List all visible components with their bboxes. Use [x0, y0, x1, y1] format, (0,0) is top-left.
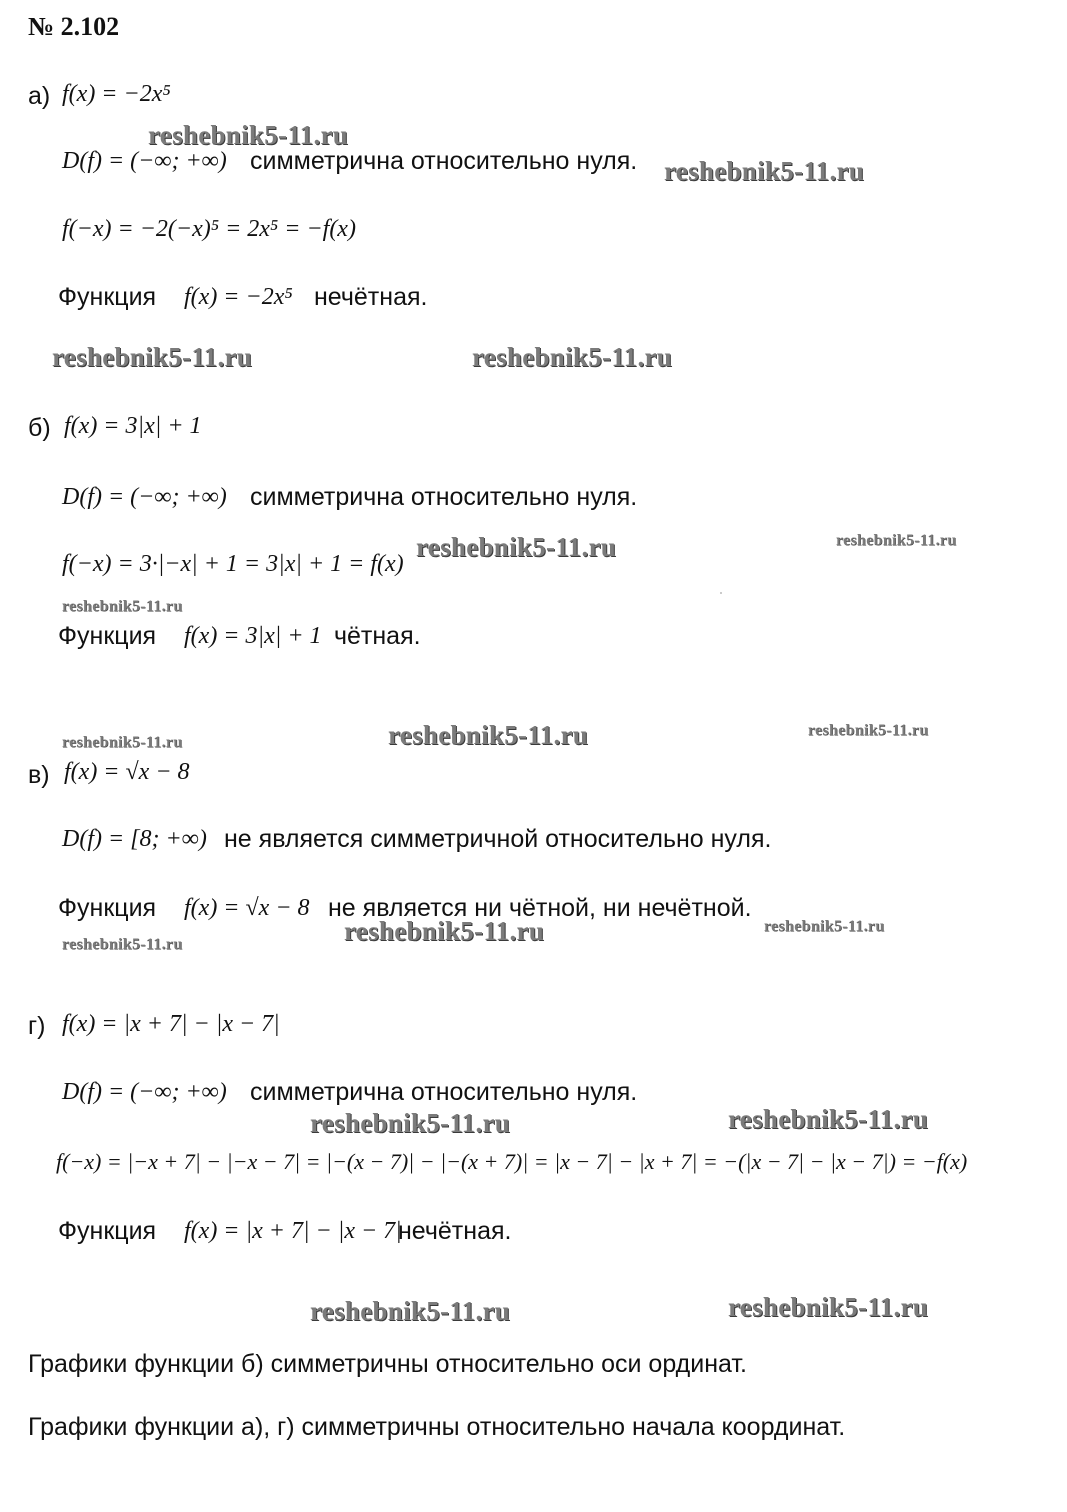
part-a-conclusion-word: Функция: [58, 283, 157, 311]
watermark: reshebnik5-11.ru: [148, 120, 349, 150]
part-b-conclusion-function: f(x) = 3|x| + 1: [184, 623, 322, 649]
part-v-conclusion-function: f(x) = √x − 8: [184, 895, 310, 921]
watermark: reshebnik5-11.ru: [62, 598, 183, 615]
part-g-function: f(x) = |x + 7| − |x − 7|: [62, 1011, 280, 1037]
part-v-function: f(x) = √x − 8: [64, 759, 190, 785]
part-a-calculation: f(−x) = −2(−x)⁵ = 2x⁵ = −f(x): [62, 216, 356, 242]
watermark: reshebnik5-11.ru: [416, 532, 617, 562]
part-v-label: в): [28, 761, 50, 789]
watermark: reshebnik5-11.ru: [52, 342, 253, 372]
part-b-calculation: f(−x) = 3·|−x| + 1 = 3|x| + 1 = f(x): [62, 551, 404, 577]
part-b-conclusion-word: Функция: [58, 622, 157, 650]
part-g-label: г): [28, 1012, 46, 1040]
part-g-calculation: f(−x) = |−x + 7| − |−x − 7| = |−(x − 7)| − |−(x + 7)| = |x − 7| − |x + 7| = −(|x − 7| − |x − 7|) = −f(x): [56, 1149, 968, 1174]
watermark: reshebnik5-11.ru: [310, 1108, 511, 1138]
part-v-conclusion-result: не является ни чётной, ни нечётной.: [328, 894, 752, 922]
part-a-conclusion-result: нечётная.: [314, 283, 428, 311]
watermark: reshebnik5-11.ru: [808, 722, 929, 739]
part-a-domain: D(f) = (−∞; +∞): [62, 148, 227, 174]
part-a-label: а): [28, 82, 51, 110]
watermark: reshebnik5-11.ru: [344, 916, 545, 946]
part-g-domain: D(f) = (−∞; +∞): [62, 1079, 227, 1105]
part-v-domain-text: не является симметричной относительно нуля.: [224, 825, 772, 853]
part-b-function: f(x) = 3|x| + 1: [64, 413, 202, 439]
part-g-conclusion-function: f(x) = |x + 7| − |x − 7|: [184, 1218, 402, 1244]
part-a-function: f(x) = −2x⁵: [62, 81, 171, 107]
part-b-conclusion-result: чётная.: [334, 622, 421, 650]
part-a-conclusion-function: f(x) = −2x⁵: [184, 284, 293, 310]
watermark: reshebnik5-11.ru: [836, 532, 957, 549]
part-b-domain: D(f) = (−∞; +∞): [62, 484, 227, 510]
watermark: reshebnik5-11.ru: [764, 918, 885, 935]
problem-number: № 2.102: [28, 12, 120, 41]
watermark: reshebnik5-11.ru: [62, 936, 183, 953]
part-g-domain-text: симметрична относительно нуля.: [250, 1078, 638, 1106]
watermark: reshebnik5-11.ru: [388, 720, 589, 750]
part-v-conclusion-word: Функция: [58, 894, 157, 922]
watermark: reshebnik5-11.ru: [728, 1104, 929, 1134]
part-g-conclusion-result: нечётная.: [398, 1217, 512, 1245]
part-a-domain-text: симметрична относительно нуля.: [250, 147, 638, 175]
scan-speck: [720, 592, 722, 594]
part-v-domain: D(f) = [8; +∞): [62, 826, 207, 852]
part-g-conclusion-word: Функция: [58, 1217, 157, 1245]
watermark: reshebnik5-11.ru: [664, 156, 865, 186]
summary-line-2: Графики функции а), г) симметричны относительно начала координат.: [28, 1413, 846, 1441]
watermark: reshebnik5-11.ru: [310, 1296, 511, 1326]
part-b-domain-text: симметрична относительно нуля.: [250, 483, 638, 511]
part-b-label: б): [28, 414, 51, 442]
watermark: reshebnik5-11.ru: [728, 1292, 929, 1322]
watermark: reshebnik5-11.ru: [62, 734, 183, 751]
summary-line-1: Графики функции б) симметричны относительно оси ординат.: [28, 1350, 747, 1378]
watermark: reshebnik5-11.ru: [472, 342, 673, 372]
